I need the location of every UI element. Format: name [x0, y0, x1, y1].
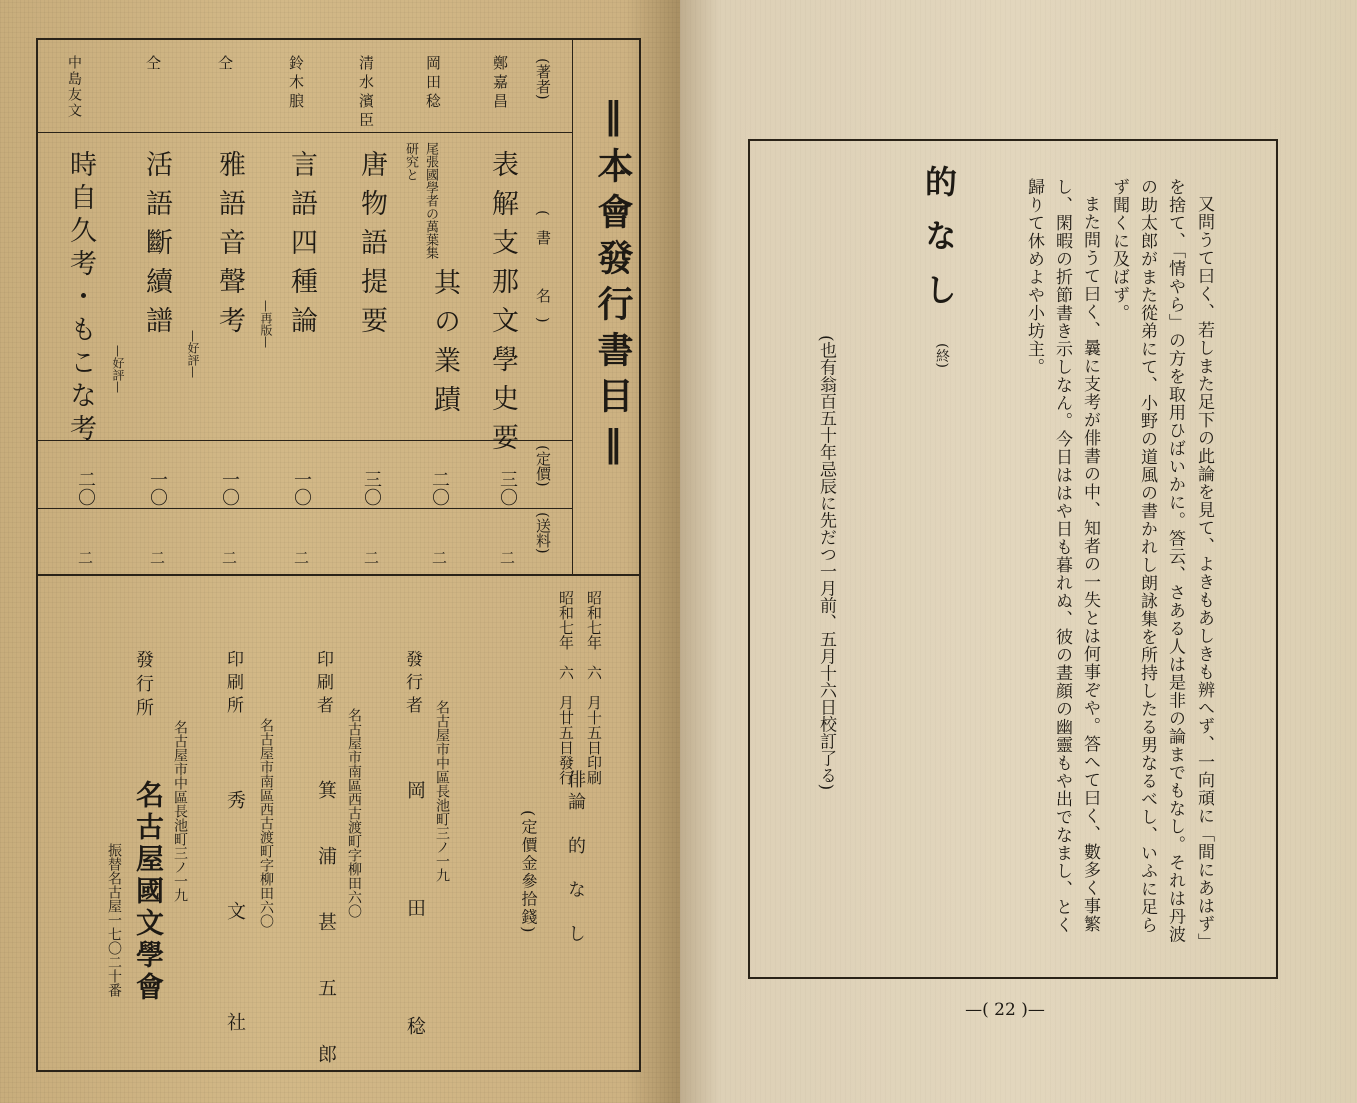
table-right-edge [572, 40, 573, 574]
book-price: 一〇 [219, 470, 240, 506]
book-postage: 二 [148, 550, 166, 565]
book-title: 言語四種論 [286, 150, 317, 345]
book-postage: 二 [220, 550, 238, 565]
editor-note: (也有翁百五十年忌辰に先だつ一月前、五月十六日校訂了る) [816, 335, 836, 791]
book-author: 中島友文 [66, 55, 82, 119]
book-title: 時自久考・もこな考 [65, 150, 96, 447]
book-title: 唐物語提要 [356, 150, 387, 345]
book-note: —好評— [186, 330, 200, 378]
frame-right [639, 38, 641, 1072]
colophon-printshop-address: 名古屋市南區西古渡町字柳田六〇 [258, 718, 274, 928]
body-line: し、閑暇の折節書き示しなん。今日ははや日も暮れぬ、彼の晝顔の幽靈もや出でなまし、とく [1052, 178, 1072, 934]
book-title: 其の業蹟 [429, 268, 460, 424]
colophon-print-date: 昭和七年 六 月十五日印刷 [585, 590, 603, 785]
body-line: また問うて曰く、曩に支考が俳書の中、知者の一失とは何事ぞや。答へて曰く、數多く事繁 [1080, 195, 1100, 933]
frame-top [36, 38, 641, 40]
colophon-price: (定價金參拾錢) [519, 810, 538, 935]
colophon-publisher-address: 名古屋市中區長池町三ノ一九 [434, 700, 450, 882]
table-row-line-1 [38, 132, 572, 133]
book-price: 二〇 [429, 470, 450, 506]
book-author: 岡田稔 [424, 55, 442, 112]
colophon-printshop-name: 秀 文 社 [224, 790, 246, 1049]
book-price: 三〇 [497, 470, 518, 506]
frame-left [36, 38, 38, 1072]
book-author: 清水濱臣 [357, 55, 375, 131]
book-author: 仝 [144, 55, 162, 74]
book-postage: 二 [498, 550, 516, 565]
book-title: 表解支那文學史要 [487, 150, 518, 462]
colophon-printer-name: 箕 浦 甚 五 郎 [315, 780, 337, 1077]
body-line: の助太郎がまた從弟にて、小野の道風の書かれし朗詠集を所持したる男なるべし、いふに足ら [1137, 178, 1157, 934]
header-price: (定價) [534, 445, 552, 487]
end-mark: (終) [934, 343, 950, 368]
right-page [680, 0, 1357, 1103]
colophon-printshop-label: 印刷所 [223, 650, 243, 719]
book-postage: 二 [430, 550, 448, 565]
body-line: を捨て、「情やら」の方を取用ひばいかに。答云、さある人は是非の論までもなし。それは丹波 [1165, 178, 1185, 944]
book-price: 二〇 [75, 470, 96, 506]
header-postage: (送料) [534, 512, 552, 554]
page-number: —( 22 )— [965, 1000, 1045, 1020]
frame-middle [36, 574, 641, 576]
book-price: 一〇 [147, 470, 168, 506]
colophon-pub-date: 昭和七年 六 月廿五日發行 [557, 590, 575, 785]
book-postage: 二 [292, 550, 310, 565]
colophon-office-address: 名古屋市中區長池町三ノ一九 [172, 720, 188, 902]
book-author: 仝 [216, 55, 234, 74]
table-row-line-3 [38, 508, 572, 509]
book-author: 鄭嘉昌 [491, 55, 509, 112]
colophon-account: 振替名古屋一七〇二十番 [106, 843, 122, 997]
header-author: (著者) [534, 58, 552, 100]
book-title: 雅語音聲考 [214, 150, 245, 345]
book-price: 一〇 [291, 470, 312, 506]
book-author: 鈴木朖 [287, 55, 305, 112]
book-postage: 二 [362, 550, 380, 565]
colophon-publisher-label: 發行者 [402, 650, 422, 719]
body-line: 歸りて休めよや小坊主。 [1024, 178, 1044, 376]
header-title: (書 名) [534, 210, 552, 337]
book-note: —好評— [111, 345, 125, 393]
book-price: 三〇 [361, 470, 382, 506]
colophon-office-label: 發行所 [133, 650, 154, 722]
colophon-printer-label: 印刷者 [313, 650, 333, 719]
body-line: 又問うて曰く、若しまた足下の此論を見て、よきもあしきも辨へず、一向頑に「間にあはず」 [1194, 195, 1214, 951]
colophon-publisher-name: 岡 田 稔 [404, 780, 426, 1075]
colophon-printer-address: 名古屋市南區西古渡町字柳田六〇 [346, 708, 362, 918]
book-postage: 二 [76, 550, 94, 565]
essay-title: 的なし [920, 165, 958, 327]
book-title: 活語斷續譜 [141, 150, 172, 345]
body-line: ず聞くに及ばず。 [1109, 178, 1129, 322]
catalog-heading: ‖本會發行書目‖ [592, 95, 634, 475]
book-note: —再版— [259, 300, 273, 348]
colophon-book-title: 俳論 的 な し [565, 770, 586, 946]
colophon-office-name: 名古屋國文學會 [132, 780, 165, 1004]
book-subtitle: 尾張國學者の萬葉集研究と [403, 142, 438, 259]
